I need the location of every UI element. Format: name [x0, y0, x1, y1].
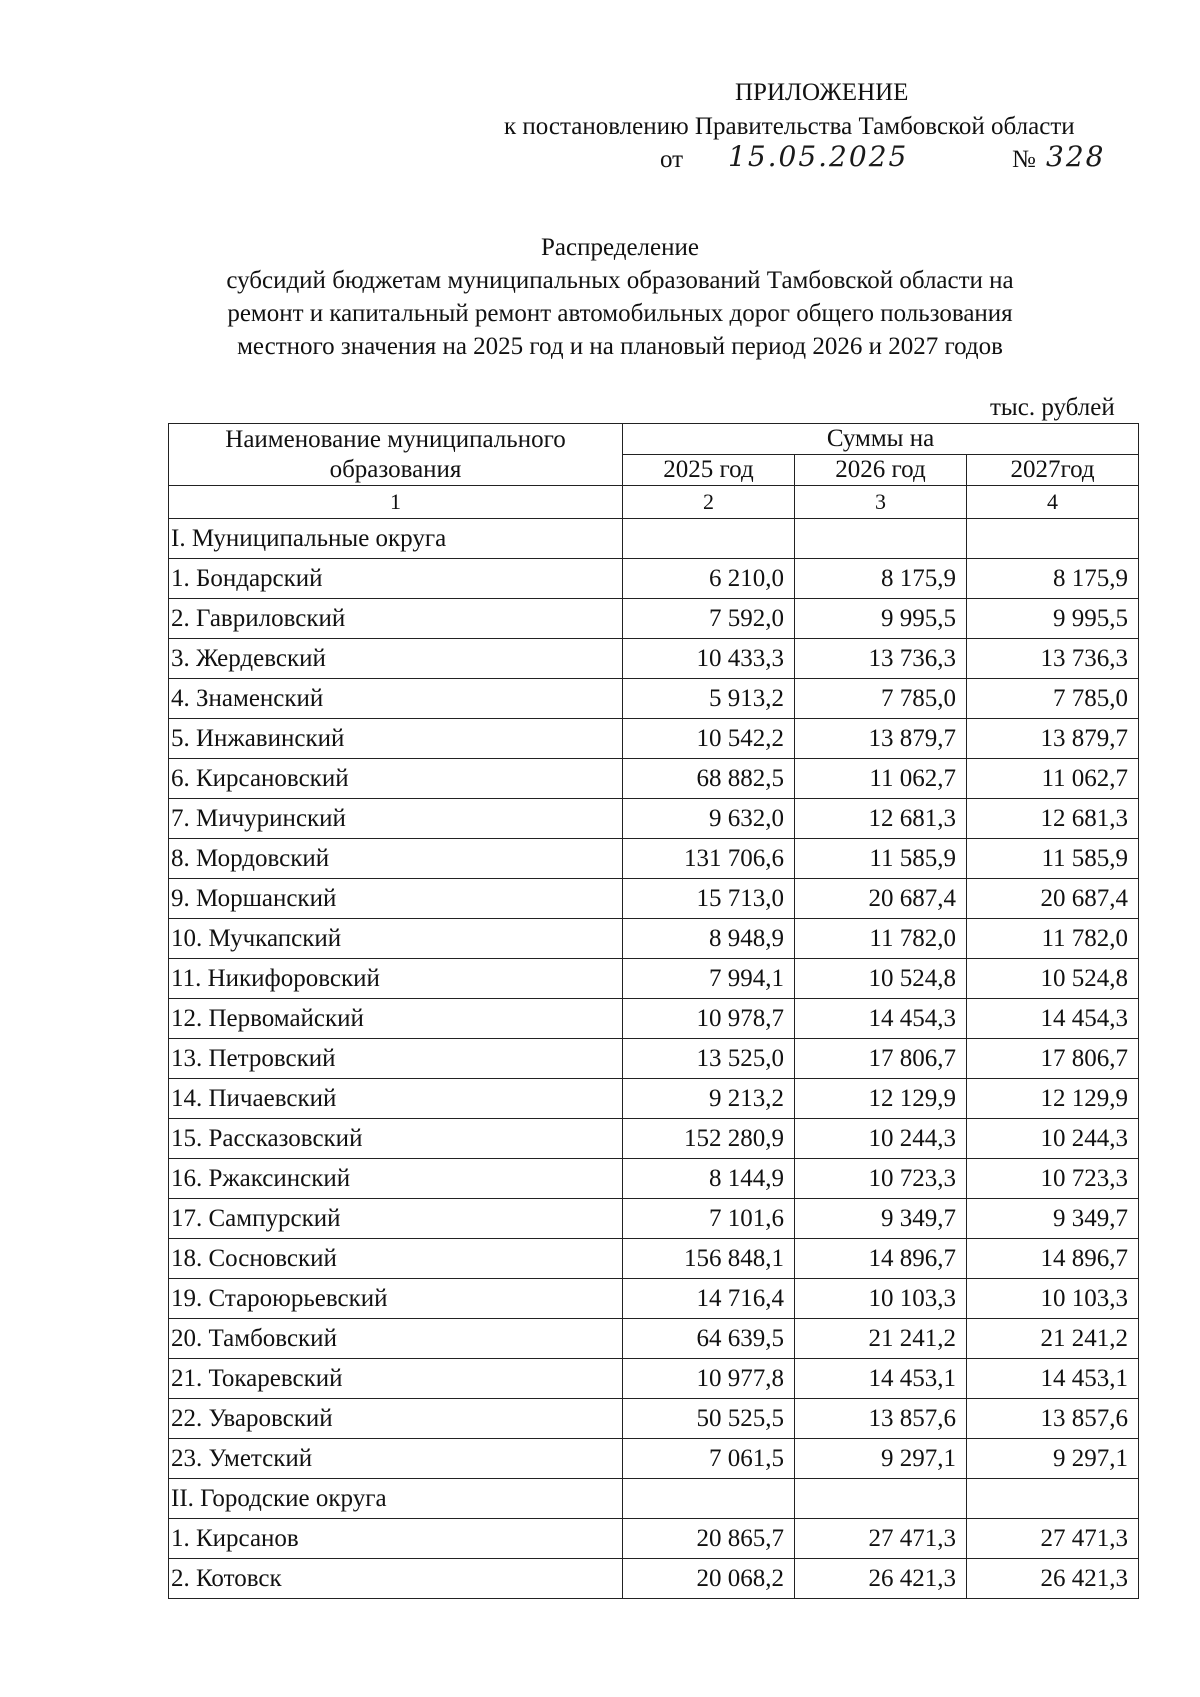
value-2025: 20 865,7	[623, 1519, 795, 1559]
value-2025: 15 713,0	[623, 879, 795, 919]
value-2027: 21 241,2	[967, 1319, 1139, 1359]
col-header-2025: 2025 год	[623, 455, 795, 486]
municipality-name: 1. Кирсанов	[169, 1519, 623, 1559]
value-2026: 13 857,6	[795, 1399, 967, 1439]
municipality-name: 6. Кирсановский	[169, 759, 623, 799]
value-2025: 131 706,6	[623, 839, 795, 879]
value-2026: 11 062,7	[795, 759, 967, 799]
municipality-name: 10. Мучкапский	[169, 919, 623, 959]
municipality-name: 23. Уметский	[169, 1439, 623, 1479]
col-number: 4	[967, 486, 1139, 519]
value-2025: 152 280,9	[623, 1119, 795, 1159]
value-2027: 26 421,3	[967, 1559, 1139, 1599]
value-2025: 14 716,4	[623, 1279, 795, 1319]
municipality-name: 21. Токаревский	[169, 1359, 623, 1399]
decree-from-label: от	[660, 146, 684, 173]
empty-cell	[967, 1479, 1139, 1519]
table-row	[169, 1319, 1139, 1359]
table-row	[169, 999, 1139, 1039]
title-line-3: ремонт и капитальный ремонт автомобильных дорог общего пользования	[227, 300, 1013, 327]
table-row	[169, 1119, 1139, 1159]
municipality-name: 15. Рассказовский	[169, 1119, 623, 1159]
value-2026: 11 782,0	[795, 919, 967, 959]
value-2026: 11 585,9	[795, 839, 967, 879]
empty-cell	[623, 519, 795, 559]
table-row	[169, 1359, 1139, 1399]
municipality-name: 17. Сампурский	[169, 1199, 623, 1239]
value-2026: 14 454,3	[795, 999, 967, 1039]
value-2027: 14 454,3	[967, 999, 1139, 1039]
value-2025: 10 542,2	[623, 719, 795, 759]
value-2026: 20 687,4	[795, 879, 967, 919]
value-2025: 7 061,5	[623, 1439, 795, 1479]
value-2027: 10 103,3	[967, 1279, 1139, 1319]
table-row	[169, 1079, 1139, 1119]
table-row	[169, 959, 1139, 999]
municipality-name: 20. Тамбовский	[169, 1319, 623, 1359]
table-row	[169, 1199, 1139, 1239]
subsidy-table	[168, 423, 1139, 1599]
value-2027: 17 806,7	[967, 1039, 1139, 1079]
table-row	[169, 599, 1139, 639]
decree-date-handwritten: 15.05.2025	[728, 140, 909, 173]
value-2027: 10 524,8	[967, 959, 1139, 999]
table-row	[169, 1239, 1139, 1279]
table-row	[169, 639, 1139, 679]
table-body	[169, 519, 1139, 1599]
empty-cell	[795, 519, 967, 559]
value-2027: 7 785,0	[967, 679, 1139, 719]
section-title: II. Городские округа	[169, 1479, 623, 1519]
value-2027: 20 687,4	[967, 879, 1139, 919]
value-2025: 10 433,3	[623, 639, 795, 679]
table-row	[169, 1439, 1139, 1479]
value-2025: 5 913,2	[623, 679, 795, 719]
empty-cell	[967, 519, 1139, 559]
table-row	[169, 799, 1139, 839]
value-2026: 7 785,0	[795, 679, 967, 719]
value-2025: 64 639,5	[623, 1319, 795, 1359]
value-2027: 12 681,3	[967, 799, 1139, 839]
table-row	[169, 839, 1139, 879]
municipality-name: 8. Мордовский	[169, 839, 623, 879]
municipality-name: 18. Сосновский	[169, 1239, 623, 1279]
municipality-name: 2. Котовск	[169, 1559, 623, 1599]
value-2025: 50 525,5	[623, 1399, 795, 1439]
value-2027: 27 471,3	[967, 1519, 1139, 1559]
value-2026: 8 175,9	[795, 559, 967, 599]
municipality-name: 14. Пичаевский	[169, 1079, 623, 1119]
table-row	[169, 919, 1139, 959]
value-2026: 14 896,7	[795, 1239, 967, 1279]
municipality-name: 5. Инжавинский	[169, 719, 623, 759]
value-2025: 7 592,0	[623, 599, 795, 639]
title-line-2: субсидий бюджетам муниципальных образований Тамбовской области на	[226, 267, 1014, 294]
value-2026: 9 297,1	[795, 1439, 967, 1479]
municipality-name: 7. Мичуринский	[169, 799, 623, 839]
municipality-name: 22. Уваровский	[169, 1399, 623, 1439]
title-line-4: местного значения на 2025 год и на плановый период 2026 и 2027 годов	[237, 333, 1003, 360]
value-2027: 12 129,9	[967, 1079, 1139, 1119]
value-2026: 10 723,3	[795, 1159, 967, 1199]
value-2025: 7 994,1	[623, 959, 795, 999]
section-title: I. Муниципальные округа	[169, 519, 623, 559]
title-line-1: Распределение	[541, 234, 699, 261]
value-2025: 8 948,9	[623, 919, 795, 959]
value-2026: 12 129,9	[795, 1079, 967, 1119]
value-2026: 13 736,3	[795, 639, 967, 679]
table-row	[169, 1159, 1139, 1199]
value-2027: 13 857,6	[967, 1399, 1139, 1439]
value-2025: 9 632,0	[623, 799, 795, 839]
value-2025: 8 144,9	[623, 1159, 795, 1199]
table-row	[169, 759, 1139, 799]
municipality-name: 13. Петровский	[169, 1039, 623, 1079]
decree-reference: к постановлению Правительства Тамбовской области	[504, 113, 1075, 140]
col-number: 1	[169, 486, 623, 519]
municipality-name: 12. Первомайский	[169, 999, 623, 1039]
value-2025: 10 977,8	[623, 1359, 795, 1399]
value-2027: 10 244,3	[967, 1119, 1139, 1159]
table-row	[169, 719, 1139, 759]
table-row	[169, 879, 1139, 919]
value-2025: 68 882,5	[623, 759, 795, 799]
units-label: тыс. рублей	[990, 394, 1115, 421]
value-2027: 9 349,7	[967, 1199, 1139, 1239]
municipality-name: 11. Никифоровский	[169, 959, 623, 999]
col-number: 3	[795, 486, 967, 519]
table-row	[169, 1519, 1139, 1559]
section-row	[169, 1479, 1139, 1519]
appendix-heading: ПРИЛОЖЕНИЕ	[735, 79, 909, 106]
value-2027: 8 175,9	[967, 559, 1139, 599]
value-2027: 11 782,0	[967, 919, 1139, 959]
table-row	[169, 1279, 1139, 1319]
value-2025: 10 978,7	[623, 999, 795, 1039]
table-row	[169, 679, 1139, 719]
municipality-name: 16. Ржаксинский	[169, 1159, 623, 1199]
value-2026: 21 241,2	[795, 1319, 967, 1359]
value-2026: 9 995,5	[795, 599, 967, 639]
value-2025: 156 848,1	[623, 1239, 795, 1279]
col-header-2027: 2027год	[967, 455, 1139, 486]
decree-number-handwritten: 328	[1046, 140, 1106, 173]
value-2027: 10 723,3	[967, 1159, 1139, 1199]
value-2027: 13 879,7	[967, 719, 1139, 759]
value-2026: 12 681,3	[795, 799, 967, 839]
municipality-name: 1. Бондарский	[169, 559, 623, 599]
table-row	[169, 1399, 1139, 1439]
value-2025: 20 068,2	[623, 1559, 795, 1599]
value-2027: 11 062,7	[967, 759, 1139, 799]
document-title	[120, 231, 1120, 363]
value-2026: 9 349,7	[795, 1199, 967, 1239]
municipality-name: 2. Гавриловский	[169, 599, 623, 639]
value-2027: 9 995,5	[967, 599, 1139, 639]
value-2025: 13 525,0	[623, 1039, 795, 1079]
col-header-name: Наименование муниципального образования	[169, 424, 623, 486]
value-2027: 13 736,3	[967, 639, 1139, 679]
municipality-name: 3. Жердевский	[169, 639, 623, 679]
value-2027: 11 585,9	[967, 839, 1139, 879]
table-row	[169, 1559, 1139, 1599]
value-2026: 17 806,7	[795, 1039, 967, 1079]
value-2025: 6 210,0	[623, 559, 795, 599]
table-row	[169, 559, 1139, 599]
municipality-name: 19. Староюрьевский	[169, 1279, 623, 1319]
empty-cell	[623, 1479, 795, 1519]
value-2027: 14 896,7	[967, 1239, 1139, 1279]
value-2026: 27 471,3	[795, 1519, 967, 1559]
municipality-name: 9. Моршанский	[169, 879, 623, 919]
value-2027: 14 453,1	[967, 1359, 1139, 1399]
table-row	[169, 1039, 1139, 1079]
col-number: 2	[623, 486, 795, 519]
section-row	[169, 519, 1139, 559]
col-header-2026: 2026 год	[795, 455, 967, 486]
value-2026: 10 244,3	[795, 1119, 967, 1159]
col-header-sums: Суммы на	[623, 424, 1139, 455]
value-2025: 9 213,2	[623, 1079, 795, 1119]
value-2025: 7 101,6	[623, 1199, 795, 1239]
value-2026: 14 453,1	[795, 1359, 967, 1399]
value-2026: 13 879,7	[795, 719, 967, 759]
municipality-name: 4. Знаменский	[169, 679, 623, 719]
empty-cell	[795, 1479, 967, 1519]
value-2026: 10 524,8	[795, 959, 967, 999]
value-2027: 9 297,1	[967, 1439, 1139, 1479]
value-2026: 26 421,3	[795, 1559, 967, 1599]
decree-number-label: №	[1012, 146, 1036, 173]
value-2026: 10 103,3	[795, 1279, 967, 1319]
